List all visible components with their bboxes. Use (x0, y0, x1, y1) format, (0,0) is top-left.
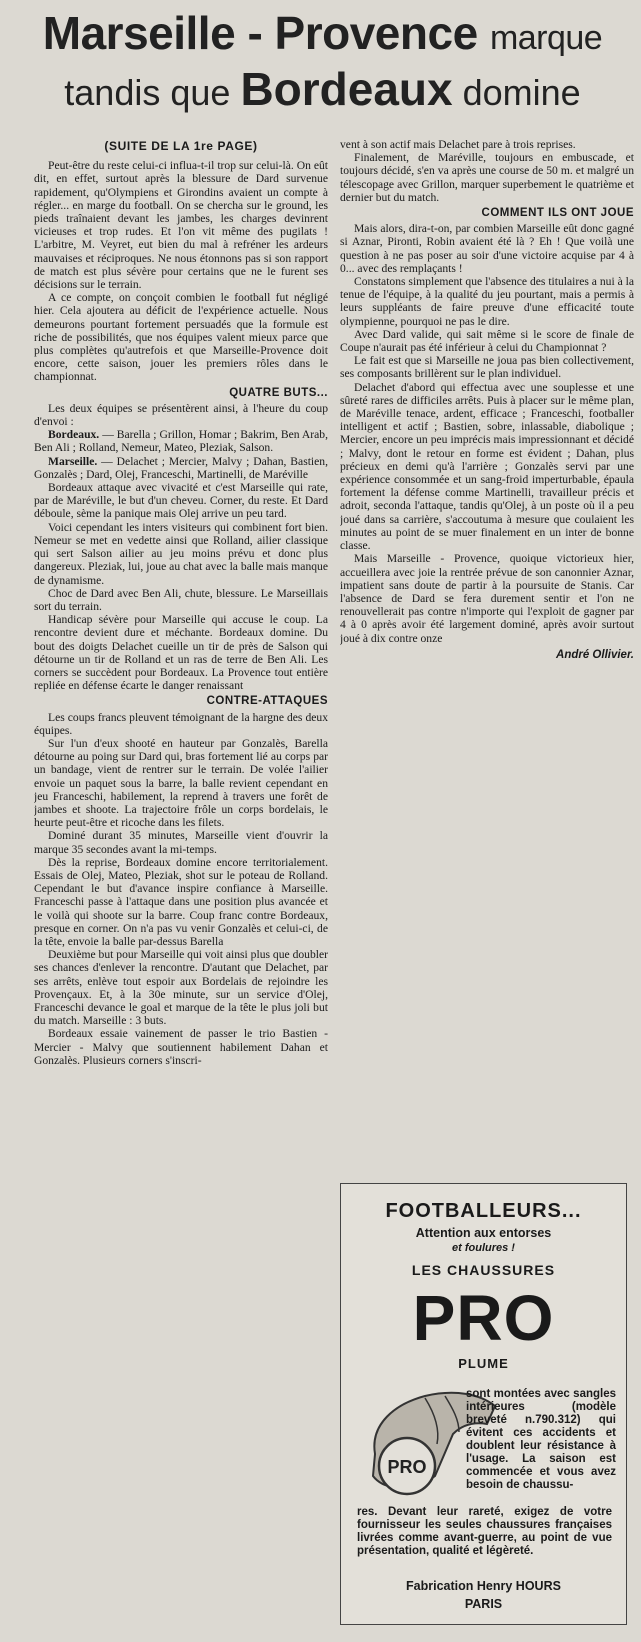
team-players: — Delachet ; Mercier, Malvy ; Dahan, Bastien, Gonzalès ; Dard, Olej, Franceschi, Martinelli, de Maréville (34, 454, 328, 481)
ad-brand: PRO (412, 1282, 555, 1354)
ad-line-entorses: Attention aux entorses (415, 1226, 552, 1240)
paragraph: Les coups francs pleuvent témoignant de la hargne des deux équipes. (34, 710, 328, 737)
paragraph: Bordeaux attaque avec vivacité et c'est Marseille qui rate, par de Maréville, le but d'un cheveu. Corner, du reste. Et Dard déboule, sème la panique mais Olej arrive un peu tard. (34, 481, 328, 521)
article-column-left (34, 138, 328, 1632)
paragraph: Constatons simplement que l'absence des titulaires a nui à la tenue de l'équipe, à la qualité du jeu pourtant, mais a permis à leurs suppléants de faire preuve d'une efficacité toute olympienne, pourquoi ne pas le dire. (340, 275, 634, 328)
paragraph: vent à son actif mais Delachet pare à trois reprises. (340, 138, 576, 151)
paragraph: Choc de Dard avec Ben Ali, chute, blessure. Le Marseillais sort du terrain. (34, 586, 328, 613)
ad-logo-text: PRO (387, 1457, 427, 1477)
continuation-note: (SUITE DE LA 1re PAGE) (104, 139, 258, 153)
team-label: Marseille. (48, 454, 98, 468)
ad-subbrand: PLUME (458, 1356, 509, 1371)
paragraph: Peut-être du reste celui-ci influa-t-il trop sur celui-là. On eût dit, en effet, surtout après la blessure de Dard survenue rapidement, qu'Olympiens et Girondins avaient un compte à régler... en marge du football. On se chercha sur le ground, les pieds traînaient devant les jambes, les charges devinrent vicieuses et trop rudes. Et l'on vit même des pugilats ! L'arbitre, M. Veyret, eut bien du mal à refréner les ardeurs mauvaises et réciproques. Ne nous étonnons pas si son rapport de match est plus sévère pour certains que ne le furent ses décisions sur le terrain. (34, 159, 328, 292)
paragraph: A ce compte, on conçoit combien le football fut négligé hier. Cela ajoutera au déficit de l'expérience actuelle. Nous demeurons pourtant fortement persuadés que la formule est riche de possibilités, que nos équipes valent mieux parce que plus complètes qu'autrefois et que Marseille-Provence doit encore, cette saison, jouer les premiers rôles dans le championnat. (34, 291, 328, 384)
paragraph: Delachet d'abord qui effectua avec une souplesse et une sûreté rares de difficiles arrêts. Puis à placer sur le même plan, de Maréville tenace, ardent, efficace ; Franceschi, footballer intelligent et actif ; Bastien, sobre, inlassable, diabolique ; Mercier, encore un peu imprécis mais impressionnant et décidé ; Malvy, dont le retour en forme est évident ; Dahan, plus précieux en demi qu'à l'arrière ; Gonzalès servi par une expérience consommée et un sang-froid imperturbable, épaula fortement la défense comme Martinelli, travailleur précis et adroit, seconda l'attaque, tandis qu'Olej, à un poste où il a peu joué dans sa carrière, s'accoutuma à mesure que coulaient les minutes au point de se muer finalement en un inter de bonne classe. (340, 380, 634, 553)
lineup-bordeaux (34, 428, 328, 454)
headline-line-2 (20, 63, 625, 115)
author-signature: André Ollivier. (556, 648, 634, 661)
ad-line-foulures: et foulures ! (452, 1242, 515, 1254)
team-label: Bordeaux. (48, 428, 100, 442)
headline-marque: marque (489, 19, 603, 57)
paragraph: Le fait est que si Marseille ne joua pas bien collectivement, ses composants brillèrent sur le plan individuel. (340, 354, 634, 381)
subheading-quatre-buts: QUATRE BUTS... (229, 386, 328, 399)
paragraph: Voici cependant les inters visiteurs qui combinent fort bien. Nemeur se met en vedette ainsi que Rolland, ailier classique qui sert Salson ailier au jeu moins prévu et donc plus dangereux. Pleziak, lui, joue au chat avec la balle mais manque de dynamisme. (34, 520, 328, 587)
advertisement-pro-shoes (340, 1183, 627, 1625)
paragraph: Finalement, de Maréville, toujours en embuscade, et toujours décidé, s'en va après une course de 50 m. et malgré un télescopage avec Grillon, marquer superbement le quatrième et dernier but du match. (340, 151, 634, 204)
headline-marseille: Marseille - Provence (42, 7, 478, 59)
ad-city: PARIS (464, 1597, 503, 1611)
ad-description: sont montées avec sangles intérieures (modèle breveté n.790.312) qui évitent ces accidents et doublent leur résistance à l'usage. La saison est commencée et vous avez besoin de chaussu- (466, 1388, 616, 1491)
headline (20, 6, 625, 115)
paragraph: Les deux équipes se présentèrent ainsi, à l'heure du coup d'envoi : (34, 401, 328, 429)
paragraph: Deuxième but pour Marseille qui voit ainsi plus que doubler ses chances d'enlever la rencontre. D'autant que Delachet, par ses arrêts, enlève tout espoir aux Bordelais de rejoindre les Provençaux. Et, à la 30e minute, sur un service d'Olej, Franceschi devance le goal et marque de la tête le plus joli but du match. Marseille : 3 buts. (34, 948, 328, 1028)
headline-bordeaux: Bordeaux (240, 63, 453, 115)
team-players: — Barella ; Grillon, Homar ; Bakrim, Ben Arab, Ben Ali ; Rolland, Nemeur, Mateo, Pleziak, Salson. (34, 428, 328, 455)
ad-manufacturer: Fabrication Henry HOURS (406, 1579, 561, 1593)
ad-title: FOOTBALLEURS... (385, 1200, 582, 1222)
paragraph: Sur l'un d'eux shooté en hauteur par Gonzalès, Barella détourne au poing sur Dard qui, bras fortement lié au corps par un bandage, vient de rentrer sur le terrain. De volée l'ailier envoie un paquet sous la barre, la balle revient cependant en jeu Franceschi, habilement, la reprend à travers une forêt de jambes et shoote. La trajectoire frôle un corps bordelais, le heurte peut-être et ricoche dans les filets. (34, 736, 328, 830)
paragraph: Bordeaux essaie vainement de passer le trio Bastien - Mercier - Malvy que soutiennent habilement Dahan et Gonzalès. Plusieurs corners s'inscri- (34, 1027, 328, 1067)
headline-tandis: tandis que (64, 72, 231, 113)
paragraph: Dominé durant 35 minutes, Marseille vient d'ouvrir la marque 35 secondes avant la mi-temps. (34, 829, 328, 856)
subheading-comment-ils-ont-joue: COMMENT ILS ONT JOUE (481, 207, 634, 220)
headline-line-1 (20, 7, 625, 59)
ad-description-cont: res. Devant leur rareté, exigez de votre fournisseur les seules chaussures françaises livrées comme avant-guerre, au point de vue présentation, qualité et légèreté. (357, 1506, 612, 1557)
paragraph: Mais Marseille - Provence, quoique victorieux hier, accueillera avec joie la rentrée prévue de son canonnier Aznar, impatient sans doute de partir à la poursuite de Stanis. Car l'absence de Dard se fera durement sentir et l'on ne renouvellerait pas contre n'importe qui l'exploit de gagner par 4 à 0 après avoir été largement dominé, après avoir surtout joué à dix contre onze (340, 552, 634, 645)
paragraph: Mais alors, dira-t-on, par combien Marseille eût donc gagné si Aznar, Pironti, Robin avaient été là ? Eh ! Que voilà une question à ne pas poser au soir d'une victoire acquise par 4 à 0... avec des remplaçants ! (340, 222, 634, 275)
ad-line-chaussures: LES CHAUSSURES (411, 1262, 556, 1278)
paragraph: Dès la reprise, Bordeaux domine encore territorialement. Essais de Olej, Mateo, Pleziak, shot sur le poteau de Rolland. Cependant le but d'avance inspire confiance à Marseille. Franceschi passe à l'attaque dans une position plus avancée et le voilà qui shoote sur la barre. Coup franc contre Bordeaux, presque en corner. On n'a pas vu venir Gonzalès et celui-ci, de la tête, envoie la balle par-dessus Barella (34, 855, 328, 948)
paragraph: Handicap sévère pour Marseille qui accuse le coup. La rencontre devient dure et méchante. Bordeaux domine. Du bout des doigts Delachet cueille un tir de près de Salson qui détourne un tir de Rolland et un ras de terre de Ben Ali. Les corners se succèdent pour Bordeaux. La Provence tout entière repliée en défense écarte le danger renaissant (34, 613, 328, 693)
paragraph: Avec Dard valide, qui sait même si le score de finale de Coupe n'aurait pas été inférieur à celui du Championnat ? (340, 327, 634, 355)
subheading-contre-attaques: CONTRE-ATTAQUES (206, 695, 328, 708)
headline-domine: domine (462, 72, 581, 113)
lineup-marseille (34, 455, 328, 481)
